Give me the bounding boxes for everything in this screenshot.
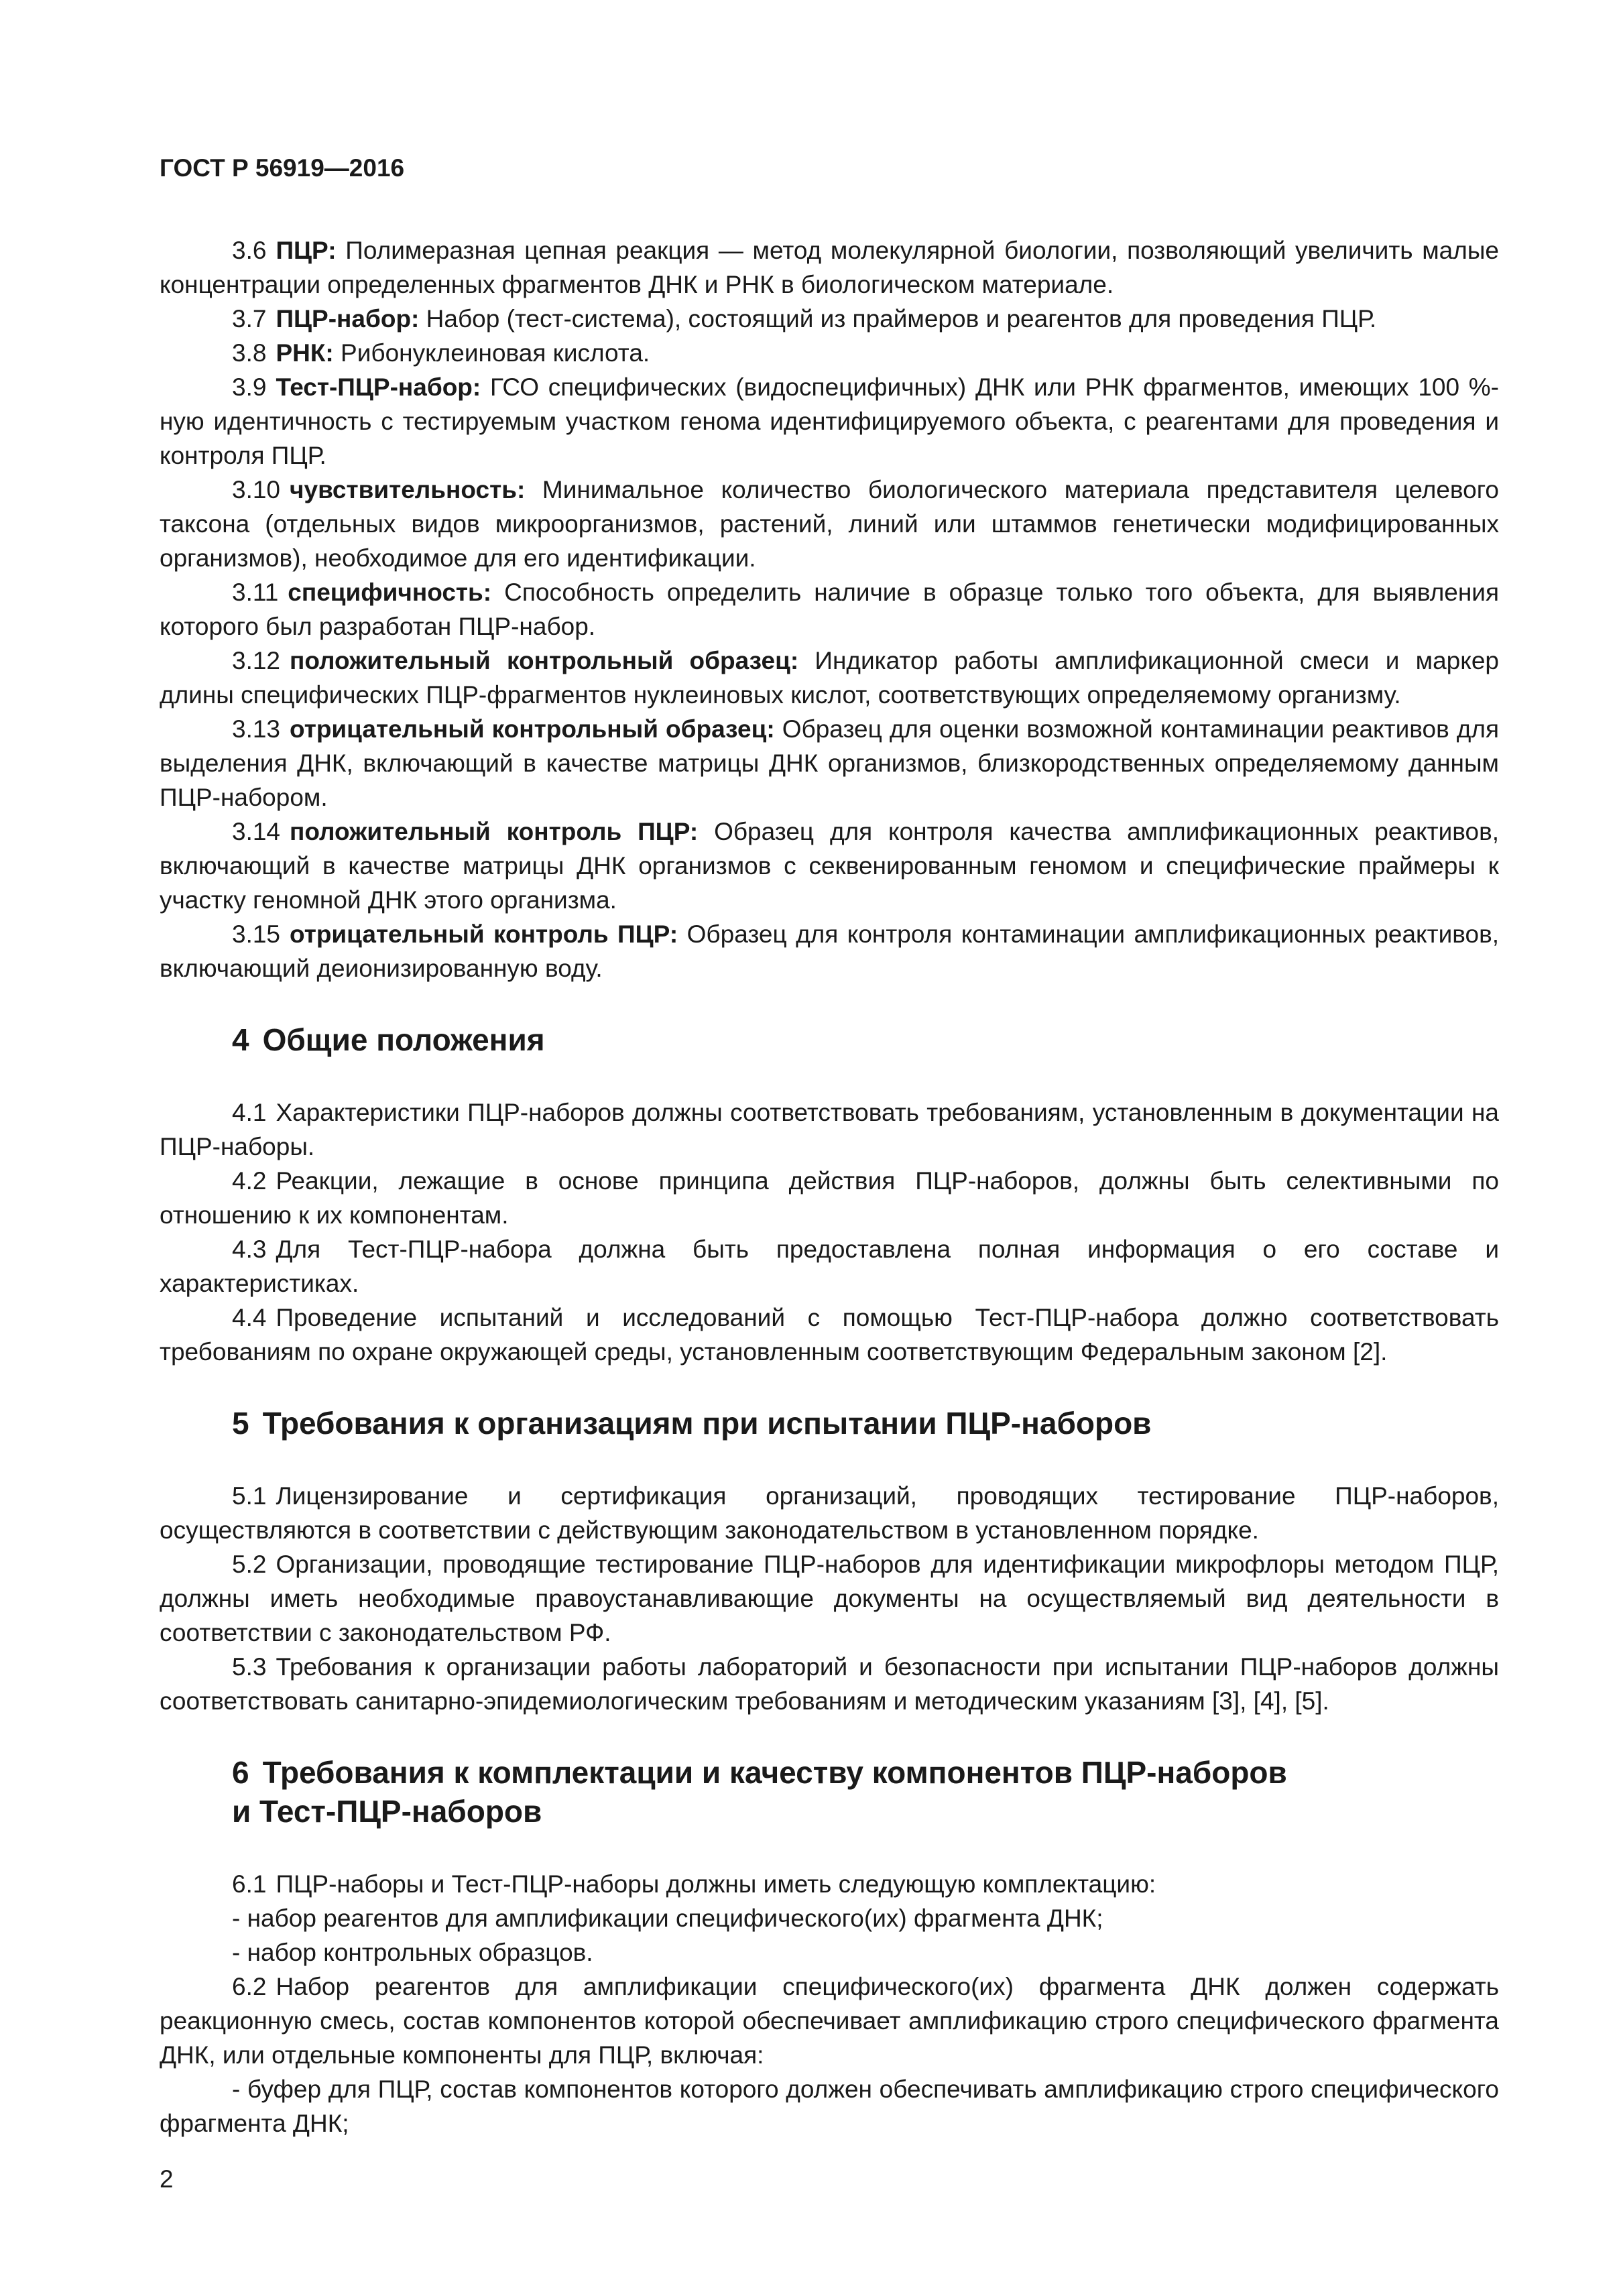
definition-3-12 bbox=[160, 644, 1499, 712]
definition-text: Минимальное количество биологического материала представителя целевого таксона (отдельных видов микроорганизмов, растений, линий или штаммов генетически модифицированных организмов), необходимое для его идентификации. bbox=[160, 476, 1500, 572]
page-number: 2 bbox=[160, 2165, 174, 2193]
clause-number: 3.11 bbox=[232, 579, 279, 606]
defined-term: положительный контроль ПЦР: bbox=[290, 818, 699, 845]
clause-text: Лицензирование и сертификация организаций, проводящих тестирование ПЦР-наборов, осуществляются в соответствии с действующим законодательством в установленном порядке. bbox=[160, 1482, 1499, 1544]
clause-number: 4.2 bbox=[232, 1167, 267, 1195]
clause-text: Для Тест-ПЦР-набора должна быть предоставлена полная информация о его составе и характеристиках. bbox=[160, 1235, 1499, 1297]
section-title-text: Требования к организациям при испытании ПЦР-наборов bbox=[262, 1406, 1152, 1441]
list-item: - буфер для ПЦР, состав компонентов которого должен обеспечивать амплификацию строго специфического фрагмента ДНК; bbox=[160, 2075, 1499, 2137]
section-number: 4 bbox=[232, 1022, 249, 1057]
definition-text: ГСО специфических (видоспецифичных) ДНК или РНК фрагментов, имеющих 100 %-ную идентичность с тестируемым участком генома идентифицируемого объекта, с реагентами для проведения и контроля ПЦР. bbox=[160, 373, 1500, 469]
section-4-body bbox=[160, 1095, 1499, 1369]
clause-4-3 bbox=[160, 1232, 1499, 1301]
clause-5-3 bbox=[160, 1650, 1499, 1718]
clause-text: Набор реагентов для амплификации специфического(их) фрагмента ДНК должен содержать реакционную смесь, состав компонентов которой обеспечивает амплификацию строго специфического фрагмента ДНК, или отдельные компоненты для ПЦР, включая: bbox=[160, 1973, 1499, 2069]
section-4-title bbox=[160, 1020, 1499, 1059]
clause-number: 3.8 bbox=[232, 339, 267, 367]
definition-3-13 bbox=[160, 712, 1499, 814]
definition-text: Способность определить наличие в образце только того объекта, для выявления которого был разработан ПЦР-набор. bbox=[160, 579, 1499, 640]
definition-text: Набор (тест-система), состоящий из праймеров и реагентов для проведения ПЦР. bbox=[426, 305, 1377, 333]
definition-3-7 bbox=[160, 302, 1499, 336]
clause-number: 6.2 bbox=[232, 1973, 267, 2000]
clause-number: 6.1 bbox=[232, 1870, 267, 1898]
standard-id-header: ГОСТ Р 56919—2016 bbox=[160, 154, 405, 182]
defined-term: отрицательный контрольный образец: bbox=[290, 715, 775, 743]
list-item: - набор контрольных образцов. bbox=[232, 1939, 593, 1966]
clause-number: 4.4 bbox=[232, 1304, 267, 1331]
clause-number: 5.3 bbox=[232, 1653, 267, 1681]
clause-number: 3.7 bbox=[232, 305, 267, 333]
definition-text: Образец для оценки возможной контаминации реактивов для выделения ДНК, включающий в качестве матрицы ДНК организмов, близкородственных определяемому данным ПЦР-набором. bbox=[160, 715, 1500, 811]
section-number: 5 bbox=[232, 1406, 249, 1441]
defined-term: РНК: bbox=[276, 339, 334, 367]
definition-text: Рибонуклеиновая кислота. bbox=[341, 339, 650, 367]
defined-term: Тест-ПЦР-набор: bbox=[276, 373, 481, 401]
definition-3-11 bbox=[160, 575, 1499, 644]
defined-term: специфичность: bbox=[288, 579, 492, 606]
section-title-line-2: и Тест-ПЦР-наборов bbox=[232, 1794, 542, 1829]
definitions-block bbox=[160, 233, 1499, 985]
clause-number: 5.1 bbox=[232, 1482, 267, 1510]
definition-text: Полимеразная цепная реакция — метод молекулярной биологии, позволяющий увеличить малые концентрации определенных фрагментов ДНК и РНК в биологическом материале. bbox=[160, 237, 1500, 298]
defined-term: ПЦР-набор: bbox=[276, 305, 420, 333]
clause-text: Организации, проводящие тестирование ПЦР-наборов для идентификации микрофлоры методом ПЦР, должны иметь необходимые правоустанавливающие документы на осуществляемый вид деятельности в соответствии с законодательством РФ. bbox=[160, 1551, 1499, 1646]
definition-3-14 bbox=[160, 814, 1499, 917]
clause-text: ПЦР-наборы и Тест-ПЦР-наборы должны иметь следующую комплектацию: bbox=[276, 1870, 1156, 1898]
definition-3-10 bbox=[160, 473, 1499, 575]
clause-text: Требования к организации работы лабораторий и безопасности при испытании ПЦР-наборов должны соответствовать санитарно-эпидемиологическим требованиям и методическим указаниям [3], [4], [5]. bbox=[160, 1653, 1499, 1715]
clause-number: 3.10 bbox=[232, 476, 281, 503]
section-5-title bbox=[160, 1404, 1499, 1443]
clause-number: 3.13 bbox=[232, 715, 281, 743]
defined-term: ПЦР: bbox=[276, 237, 337, 264]
clause-number: 5.2 bbox=[232, 1551, 267, 1578]
clause-number: 3.14 bbox=[232, 818, 281, 845]
defined-term: чувствительность: bbox=[290, 476, 526, 503]
clause-number: 3.15 bbox=[232, 920, 281, 948]
definition-text: Индикатор работы амплификационной смеси и маркер длины специфических ПЦР-фрагментов нуклеиновых кислот, соответствующих определяемому организму. bbox=[160, 647, 1499, 709]
clause-4-1 bbox=[160, 1095, 1499, 1164]
clause-text: Характеристики ПЦР-наборов должны соответствовать требованиям, установленным в документации на ПЦР-наборы. bbox=[160, 1099, 1499, 1160]
definition-3-15 bbox=[160, 917, 1499, 985]
document-page bbox=[160, 153, 1499, 2140]
section-5-body bbox=[160, 1479, 1499, 1718]
section-title-text: Общие положения bbox=[262, 1022, 545, 1057]
clause-number: 3.9 bbox=[232, 373, 267, 401]
section-6-body bbox=[160, 1867, 1499, 2140]
definition-text: Образец для контроля качества амплификационных реактивов, включающий в качестве матрицы ДНК организмов с секвенированным геномом и специфические праймеры к участку геномной ДНК этого организма. bbox=[160, 818, 1500, 914]
definition-3-8 bbox=[160, 336, 1499, 370]
defined-term: положительный контрольный образец: bbox=[290, 647, 799, 674]
definition-text: Образец для контроля контаминации амплификационных реактивов, включающий деионизированную воду. bbox=[160, 920, 1500, 982]
defined-term: отрицательный контроль ПЦР: bbox=[290, 920, 678, 948]
clause-number: 4.3 bbox=[232, 1235, 267, 1263]
definition-3-9 bbox=[160, 370, 1499, 473]
clause-text: Проведение испытаний и исследований с помощью Тест-ПЦР-набора должно соответствовать требованиям по охране окружающей среды, установленным соответствующим Федеральным законом [2]. bbox=[160, 1304, 1499, 1366]
section-6-title bbox=[160, 1753, 1499, 1831]
clause-4-4 bbox=[160, 1301, 1499, 1369]
clause-5-1 bbox=[160, 1479, 1499, 1547]
definition-3-6 bbox=[160, 233, 1499, 302]
clause-5-2 bbox=[160, 1547, 1499, 1650]
clause-4-2 bbox=[160, 1164, 1499, 1232]
clause-text: Реакции, лежащие в основе принципа действия ПЦР-наборов, должны быть селективными по отношению к их компонентам. bbox=[160, 1167, 1499, 1229]
clause-6-2 bbox=[160, 1970, 1499, 2072]
clause-6-1 bbox=[160, 1867, 1499, 1901]
clause-number: 3.12 bbox=[232, 647, 281, 674]
section-number: 6 bbox=[232, 1755, 249, 1790]
section-title-line-1: Требования к комплектации и качеству компонентов ПЦР-наборов bbox=[262, 1755, 1287, 1790]
clause-number: 3.6 bbox=[232, 237, 267, 264]
list-item: - набор реагентов для амплификации специфического(их) фрагмента ДНК; bbox=[232, 1905, 1103, 1932]
clause-number: 4.1 bbox=[232, 1099, 267, 1126]
